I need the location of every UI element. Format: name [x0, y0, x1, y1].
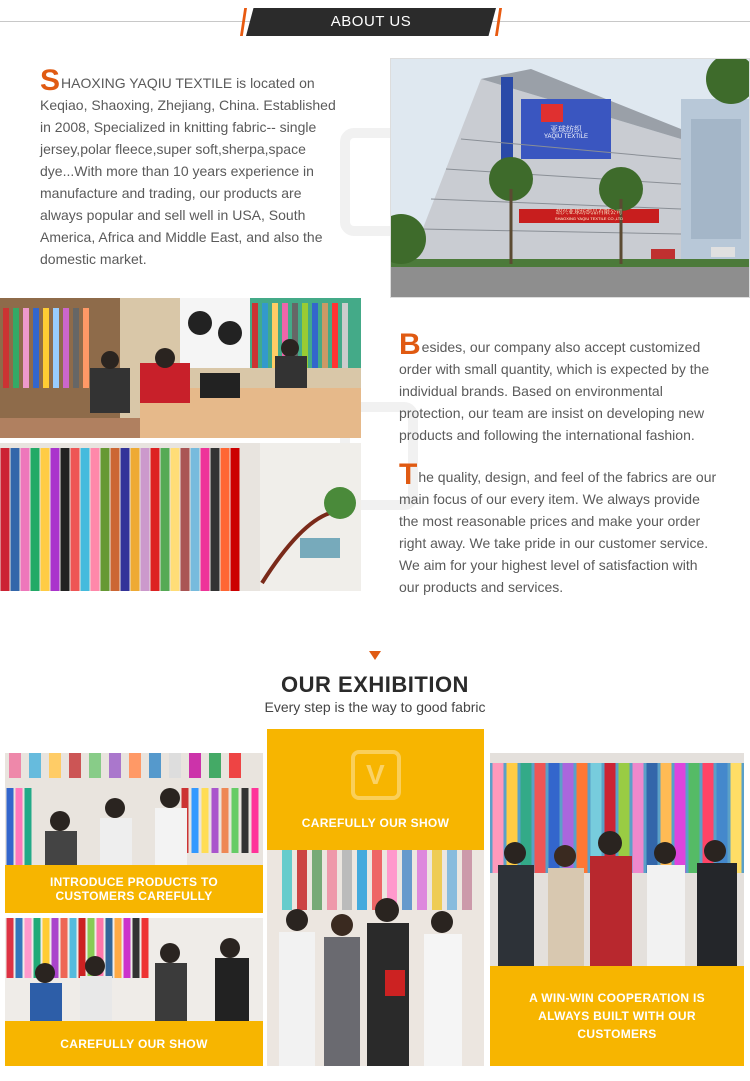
logo-icon: V	[351, 750, 401, 800]
building-illustration	[391, 59, 750, 298]
banner-accent-right	[495, 8, 502, 36]
exhibition-photo-left-bottom	[5, 918, 263, 1021]
showroom-illustration	[0, 443, 361, 591]
company-building-photo	[390, 58, 750, 298]
intro-paragraph	[40, 64, 340, 270]
caption-carefully-show-left: CAREFULLY OUR SHOW	[5, 1021, 263, 1066]
intro-text: HAOXING YAQIU TEXTILE is located on Keqiao, Shaoxing, Zhejiang, China. Established in 2008, Specialized in knitting fabric-- single jersey,polar fleece,super soft,sherpa,space dye...With more than 10 years experience in manufacture and trading, our products are always popular and sell well in USA, South America, Africa and Middle East, and also the domestic market.	[40, 75, 336, 267]
quality-text: he quality, design, and feel of the fabrics are our main focus of our every item. We always provide the most reasonable prices and make your order right away. We take pride in our customer service. We aim for your highest level of satisfaction with our products and services.	[399, 469, 717, 595]
section-marker-triangle	[369, 651, 381, 660]
caption-carefully-show-center	[267, 729, 484, 850]
office-photo	[0, 298, 361, 438]
building-sign-text	[523, 125, 609, 141]
exhibition-photo-center	[267, 850, 484, 1066]
building-banner-text	[519, 210, 659, 221]
building-sign-line2: YAQIU TEXTILE	[543, 134, 589, 140]
about-heading: ABOUT US	[330, 13, 412, 30]
building-banner-line2: SHAOXING YAQIU TEXTILE CO.,LTD	[554, 216, 624, 221]
quality-dropcap: T	[399, 458, 418, 491]
customization-dropcap: B	[399, 328, 421, 361]
caption-win-win-cooperation: A WIN-WIN COOPERATION IS ALWAYS BUILT WITH OUR CUSTOMERS	[490, 966, 744, 1066]
caption-carefully-show-center-text: CAREFULLY OUR SHOW	[301, 815, 450, 830]
cooperation-photo-illustration	[490, 753, 744, 966]
exhibition-photo-right	[490, 753, 744, 966]
office-illustration	[0, 298, 361, 438]
showroom-photo	[0, 443, 361, 591]
exhibition-subtitle: Every step is the way to good fabric	[264, 699, 486, 715]
building-sign-line1: 亚球纺织	[550, 125, 582, 134]
customization-paragraph	[399, 328, 719, 446]
intro-dropcap: S	[40, 64, 61, 97]
quality-paragraph	[399, 458, 719, 598]
team-photo-illustration	[267, 850, 484, 1066]
booth-illustration	[5, 753, 263, 865]
customization-text: esides, our company also accept customized order with small quantity, which is expected by the individual brands. Based on environmental protection, our team are insist on developing new products and following the international fashion.	[399, 339, 710, 443]
exhibition-title: OUR EXHIBITION	[281, 672, 469, 697]
caption-introduce-products: INTRODUCE PRODUCTS TO CUSTOMERS CAREFULLY	[5, 865, 263, 913]
booth-visitors-illustration	[5, 918, 263, 1021]
exhibition-photo-left-top	[5, 753, 263, 865]
building-banner-line1: 绍兴亚球纺织品有限公司	[555, 210, 622, 216]
